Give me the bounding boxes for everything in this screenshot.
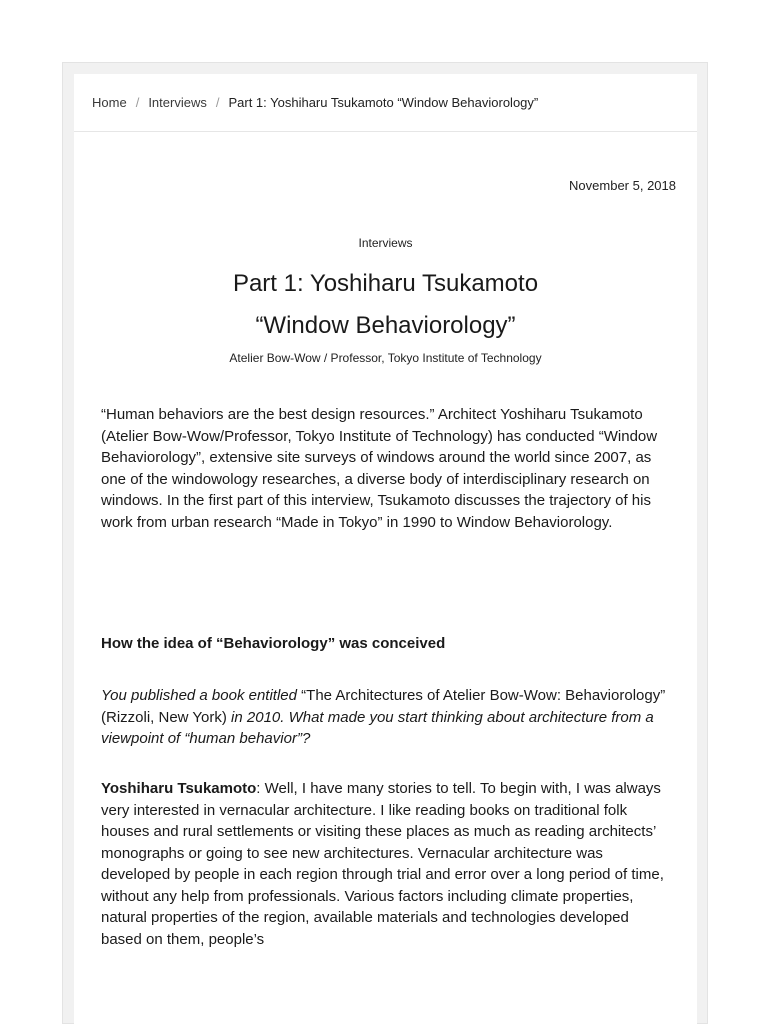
answer-text: : Well, I have many stories to tell. To begin with, I was always very interested in vernacular architecture. I like reading books on traditional folk houses and rural settlements or visiting these places as much as reading architects’ monographs or going to see new architectures. Vernacular architecture was developed by people in each region through trial and error over a long period of time, without any help from professionals. Various factors including climate properties, natural properties of the region, available materials and technologies developed based on them, people’s xyxy=(101,780,664,948)
category-link[interactable]: Interviews xyxy=(358,236,413,250)
title-line-1: Part 1: Yoshiharu Tsukamoto xyxy=(232,270,539,297)
title-line-2: “Window Behaviorology” xyxy=(255,312,516,339)
breadcrumb-home-link[interactable]: Home xyxy=(92,95,127,110)
question-text-italic-1: You published a book entitled xyxy=(101,687,297,704)
interview-answer xyxy=(101,778,667,950)
breadcrumb xyxy=(74,74,697,132)
breadcrumb-interviews-link[interactable]: Interviews xyxy=(148,95,207,110)
breadcrumb-current: Part 1: Yoshiharu Tsukamoto “Window Behaviorology” xyxy=(228,95,539,110)
publish-date: November 5, 2018 xyxy=(569,178,676,193)
interview-question xyxy=(101,685,667,750)
article-subtitle: Atelier Bow-Wow / Professor, Tokyo Institute of Technology xyxy=(229,351,542,365)
section-heading: How the idea of “Behaviorology” was conceived xyxy=(101,635,446,652)
article-card xyxy=(74,74,697,1024)
question-book-title: “The Architectures of Atelier Bow-Wow: Behaviorology” (Rizzoli, New York) xyxy=(101,687,666,726)
intro-paragraph: “Human behaviors are the best design resources.” Architect Yoshiharu Tsukamoto (Atelier Bow-Wow/Professor, Tokyo Institute of Technology) has conducted “Window Behaviorology”, extensive site surveys of windows around the world since 2007, as one of the windowology researches, a diverse body of interdisciplinary research on windows. In the first part of this interview, Tsukamoto discusses the trajectory of his work from urban research “Made in Tokyo” in 1990 to Window Behaviorology. xyxy=(101,406,658,531)
answer-speaker: Yoshiharu Tsukamoto xyxy=(101,780,257,797)
question-text-italic-2: in 2010. What made you start thinking about architecture from a viewpoint of “human behavior”? xyxy=(101,708,654,747)
breadcrumb-separator: / xyxy=(215,95,220,110)
breadcrumb-separator: / xyxy=(135,95,140,110)
page-title xyxy=(74,263,697,347)
